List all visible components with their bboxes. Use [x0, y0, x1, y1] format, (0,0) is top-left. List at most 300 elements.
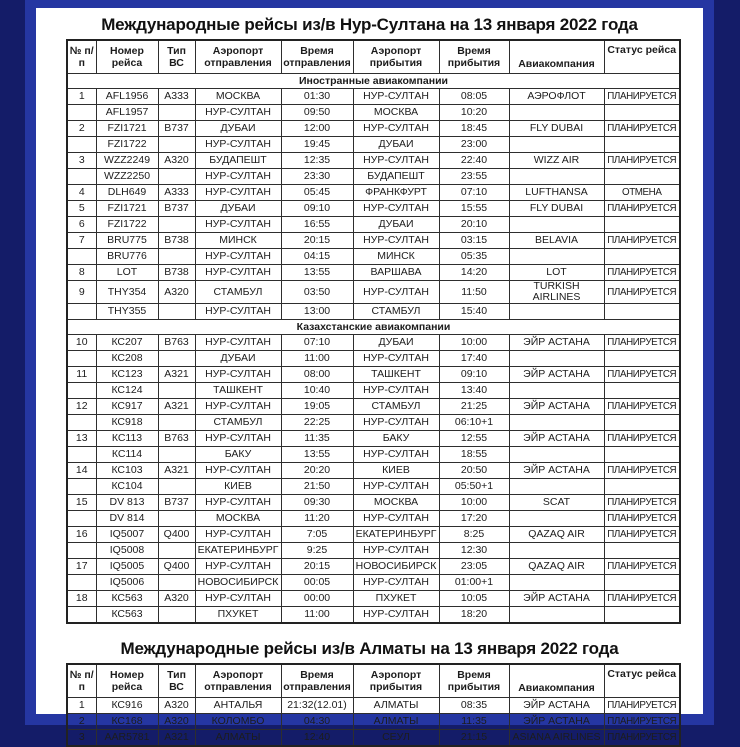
- cell-departure-time: 19:45: [281, 137, 353, 153]
- cell-flight-status: [604, 304, 680, 320]
- cell-arrival-airport: НУР-СУЛТАН: [353, 383, 439, 399]
- cell-aircraft-type: A320: [158, 591, 195, 607]
- cell-departure-airport: НУР-СУЛТАН: [195, 265, 281, 281]
- nursultan-table-title: Международные рейсы из/в Нур-Султана на 13 января 2022 года: [101, 15, 638, 34]
- cell-aircraft-type: [158, 479, 195, 495]
- cell-departure-airport: ЕКАТЕРИНБУРГ: [195, 543, 281, 559]
- nursultan-flights-block: [36, 15, 703, 624]
- cell-flight-status: [604, 137, 680, 153]
- flight-row: [67, 335, 680, 351]
- cell-flight-status: ПЛАНИРУЕТСЯ: [604, 367, 680, 383]
- cell-departure-airport: МИНСК: [195, 233, 281, 249]
- cell-flight-number: AFL1956: [96, 89, 158, 105]
- cell-arrival-time: 09:10: [439, 367, 509, 383]
- cell-row-number: [67, 575, 96, 591]
- cell-arrival-time: 11:50: [439, 281, 509, 304]
- cell-arrival-airport: БАКУ: [353, 431, 439, 447]
- flight-row: [67, 463, 680, 479]
- cell-departure-airport: НУР-СУЛТАН: [195, 137, 281, 153]
- flight-row: [67, 249, 680, 265]
- cell-aircraft-type: A321: [158, 463, 195, 479]
- cell-arrival-time: 22:40: [439, 153, 509, 169]
- cell-flight-number: FZI1722: [96, 137, 158, 153]
- cell-arrival-airport: НУР-СУЛТАН: [353, 89, 439, 105]
- cell-departure-airport: ТАШКЕНТ: [195, 383, 281, 399]
- cell-flight-status: [604, 217, 680, 233]
- flight-row: [67, 281, 680, 304]
- cell-aircraft-type: A320: [158, 281, 195, 304]
- cell-aircraft-type: Q400: [158, 527, 195, 543]
- column-header-flight-number: Номер рейса: [96, 40, 158, 74]
- cell-arrival-time: 11:35: [439, 714, 509, 730]
- cell-aircraft-type: [158, 575, 195, 591]
- cell-flight-status: ПЛАНИРУЕТСЯ: [604, 714, 680, 730]
- cell-aircraft-type: [158, 105, 195, 121]
- column-header-departure-time: Время отправления: [281, 664, 353, 698]
- cell-airline: LUFTHANSA: [509, 185, 604, 201]
- cell-row-number: 4: [67, 185, 96, 201]
- cell-arrival-airport: ФРАНКФУРТ: [353, 185, 439, 201]
- cell-arrival-time: 23:55: [439, 169, 509, 185]
- cell-aircraft-type: A333: [158, 185, 195, 201]
- cell-arrival-airport: НУР-СУЛТАН: [353, 351, 439, 367]
- cell-arrival-time: 20:10: [439, 217, 509, 233]
- cell-arrival-airport: ТАШКЕНТ: [353, 367, 439, 383]
- cell-arrival-time: 18:55: [439, 447, 509, 463]
- cell-arrival-airport: СТАМБУЛ: [353, 304, 439, 320]
- cell-departure-time: 08:00: [281, 367, 353, 383]
- cell-aircraft-type: [158, 137, 195, 153]
- cell-departure-airport: ДУБАИ: [195, 121, 281, 137]
- cell-airline: [509, 479, 604, 495]
- cell-arrival-time: 17:20: [439, 511, 509, 527]
- cell-departure-time: 13:00: [281, 304, 353, 320]
- cell-departure-time: 09:30: [281, 495, 353, 511]
- cell-arrival-airport: СЕУЛ: [353, 730, 439, 747]
- cell-row-number: [67, 383, 96, 399]
- flight-row: [67, 105, 680, 121]
- cell-flight-number: КС563: [96, 591, 158, 607]
- cell-departure-airport: АЛМАТЫ: [195, 730, 281, 747]
- cell-departure-airport: МОСКВА: [195, 511, 281, 527]
- cell-airline: ЭЙР АСТАНА: [509, 335, 604, 351]
- cell-airline: ЭЙР АСТАНА: [509, 714, 604, 730]
- cell-flight-status: ПЛАНИРУЕТСЯ: [604, 399, 680, 415]
- almaty-table-host: [66, 663, 703, 747]
- cell-airline: [509, 304, 604, 320]
- cell-aircraft-type: [158, 217, 195, 233]
- cell-aircraft-type: A333: [158, 89, 195, 105]
- cell-arrival-airport: ДУБАИ: [353, 217, 439, 233]
- cell-arrival-time: 10:00: [439, 335, 509, 351]
- cell-row-number: 5: [67, 201, 96, 217]
- flight-row: [67, 351, 680, 367]
- cell-arrival-time: 23:00: [439, 137, 509, 153]
- cell-flight-number: КС103: [96, 463, 158, 479]
- almaty-flights-block: [36, 639, 703, 747]
- cell-airline: ЭЙР АСТАНА: [509, 463, 604, 479]
- cell-flight-number: THY354: [96, 281, 158, 304]
- cell-flight-number: BRU776: [96, 249, 158, 265]
- cell-flight-number: BRU775: [96, 233, 158, 249]
- column-header-arrival-time: Время прибытия: [439, 664, 509, 698]
- cell-flight-number: КС104: [96, 479, 158, 495]
- cell-arrival-airport: МОСКВА: [353, 105, 439, 121]
- column-header-departure-time: Время отправления: [281, 40, 353, 74]
- cell-arrival-time: 10:00: [439, 495, 509, 511]
- cell-flight-number: КС114: [96, 447, 158, 463]
- flight-row: [67, 431, 680, 447]
- cell-flight-status: ПЛАНИРУЕТСЯ: [604, 281, 680, 304]
- cell-row-number: 2: [67, 714, 96, 730]
- cell-arrival-time: 07:10: [439, 185, 509, 201]
- cell-aircraft-type: [158, 383, 195, 399]
- cell-airline: [509, 607, 604, 624]
- cell-departure-time: 03:50: [281, 281, 353, 304]
- cell-flight-number: IQ5007: [96, 527, 158, 543]
- cell-departure-time: 07:10: [281, 335, 353, 351]
- cell-row-number: 8: [67, 265, 96, 281]
- cell-row-number: [67, 543, 96, 559]
- cell-aircraft-type: A320: [158, 153, 195, 169]
- section-label: Казахстанские авиакомпании: [67, 320, 680, 335]
- cell-row-number: 6: [67, 217, 96, 233]
- cell-airline: WIZZ AIR: [509, 153, 604, 169]
- cell-arrival-airport: СТАМБУЛ: [353, 399, 439, 415]
- flight-row: [67, 511, 680, 527]
- cell-arrival-airport: НУР-СУЛТАН: [353, 575, 439, 591]
- cell-flight-number: КС124: [96, 383, 158, 399]
- cell-departure-time: 12:00: [281, 121, 353, 137]
- cell-row-number: [67, 137, 96, 153]
- cell-departure-airport: КОЛОМБО: [195, 714, 281, 730]
- cell-departure-airport: НУР-СУЛТАН: [195, 591, 281, 607]
- cell-aircraft-type: B737: [158, 495, 195, 511]
- cell-departure-airport: НУР-СУЛТАН: [195, 169, 281, 185]
- document-page: [36, 8, 703, 743]
- cell-departure-time: 13:55: [281, 447, 353, 463]
- cell-departure-time: 11:00: [281, 607, 353, 624]
- column-header-airline: Авиакомпания: [509, 40, 604, 74]
- cell-departure-airport: НУР-СУЛТАН: [195, 249, 281, 265]
- cell-row-number: 1: [67, 698, 96, 714]
- cell-airline: АЭРОФЛОТ: [509, 89, 604, 105]
- cell-flight-number: LOT: [96, 265, 158, 281]
- cell-flight-number: DLH649: [96, 185, 158, 201]
- cell-departure-airport: НУР-СУЛТАН: [195, 304, 281, 320]
- section-row: [67, 74, 680, 89]
- cell-arrival-airport: НУР-СУЛТАН: [353, 233, 439, 249]
- cell-airline: ЭЙР АСТАНА: [509, 698, 604, 714]
- cell-flight-status: [604, 479, 680, 495]
- cell-aircraft-type: B763: [158, 335, 195, 351]
- almaty-table-title: Международные рейсы из/в Алматы на 13 января 2022 года: [120, 639, 619, 658]
- cell-aircraft-type: A321: [158, 730, 195, 747]
- cell-departure-airport: ДУБАИ: [195, 201, 281, 217]
- cell-departure-time: 16:55: [281, 217, 353, 233]
- flight-row: [67, 265, 680, 281]
- cell-departure-time: 19:05: [281, 399, 353, 415]
- cell-aircraft-type: [158, 447, 195, 463]
- column-header-arrival-airport: Аэропорт прибытия: [353, 664, 439, 698]
- cell-flight-status: ПЛАНИРУЕТСЯ: [604, 559, 680, 575]
- cell-arrival-time: 10:05: [439, 591, 509, 607]
- cell-flight-number: DV 813: [96, 495, 158, 511]
- cell-flight-status: [604, 607, 680, 624]
- cell-flight-status: ПЛАНИРУЕТСЯ: [604, 265, 680, 281]
- cell-airline: ЭЙР АСТАНА: [509, 399, 604, 415]
- cell-arrival-time: 23:05: [439, 559, 509, 575]
- flight-row: [67, 383, 680, 399]
- cell-flight-status: ПЛАНИРУЕТСЯ: [604, 121, 680, 137]
- cell-flight-status: [604, 169, 680, 185]
- cell-row-number: [67, 249, 96, 265]
- column-header-arrival-airport: Аэропорт прибытия: [353, 40, 439, 74]
- cell-departure-airport: ДУБАИ: [195, 351, 281, 367]
- cell-row-number: [67, 447, 96, 463]
- cell-airline: LOT: [509, 265, 604, 281]
- cell-arrival-airport: НУР-СУЛТАН: [353, 447, 439, 463]
- cell-arrival-airport: НУР-СУЛТАН: [353, 511, 439, 527]
- cell-airline: BELAVIA: [509, 233, 604, 249]
- cell-aircraft-type: [158, 304, 195, 320]
- cell-departure-time: 11:35: [281, 431, 353, 447]
- cell-flight-status: ПЛАНИРУЕТСЯ: [604, 730, 680, 747]
- flight-row: [67, 169, 680, 185]
- nursultan-table-host: [66, 39, 703, 624]
- cell-departure-airport: НУР-СУЛТАН: [195, 367, 281, 383]
- cell-row-number: 1: [67, 89, 96, 105]
- column-header-airline: Авиакомпания: [509, 664, 604, 698]
- cell-departure-time: 12:35: [281, 153, 353, 169]
- cell-aircraft-type: [158, 169, 195, 185]
- cell-aircraft-type: B737: [158, 121, 195, 137]
- cell-departure-time: 22:25: [281, 415, 353, 431]
- cell-row-number: [67, 169, 96, 185]
- cell-departure-airport: НУР-СУЛТАН: [195, 335, 281, 351]
- cell-flight-number: AAR5781: [96, 730, 158, 747]
- cell-aircraft-type: A320: [158, 714, 195, 730]
- cell-arrival-airport: БУДАПЕШТ: [353, 169, 439, 185]
- flight-row: [67, 698, 680, 714]
- flight-row: [67, 137, 680, 153]
- cell-arrival-time: 10:20: [439, 105, 509, 121]
- cell-flight-number: DV 814: [96, 511, 158, 527]
- cell-flight-status: ПЛАНИРУЕТСЯ: [604, 698, 680, 714]
- flight-row: [67, 304, 680, 320]
- cell-row-number: 14: [67, 463, 96, 479]
- section-label: Иностранные авиакомпании: [67, 74, 680, 89]
- cell-arrival-time: 06:10+1: [439, 415, 509, 431]
- cell-departure-time: 20:15: [281, 233, 353, 249]
- cell-flight-status: ПЛАНИРУЕТСЯ: [604, 89, 680, 105]
- column-header-arrival-time: Время прибытия: [439, 40, 509, 74]
- cell-arrival-time: 08:05: [439, 89, 509, 105]
- flight-row: [67, 559, 680, 575]
- cell-arrival-time: 17:40: [439, 351, 509, 367]
- cell-aircraft-type: [158, 351, 195, 367]
- cell-flight-status: [604, 351, 680, 367]
- cell-flight-status: ПЛАНИРУЕТСЯ: [604, 591, 680, 607]
- cell-departure-airport: БУДАПЕШТ: [195, 153, 281, 169]
- cell-aircraft-type: A321: [158, 367, 195, 383]
- cell-flight-status: [604, 249, 680, 265]
- cell-arrival-airport: НУР-СУЛТАН: [353, 607, 439, 624]
- cell-arrival-airport: МОСКВА: [353, 495, 439, 511]
- cell-arrival-time: 05:50+1: [439, 479, 509, 495]
- cell-airline: FLY DUBAI: [509, 121, 604, 137]
- cell-row-number: 17: [67, 559, 96, 575]
- cell-departure-airport: КИЕВ: [195, 479, 281, 495]
- cell-flight-status: ПЛАНИРУЕТСЯ: [604, 431, 680, 447]
- cell-flight-number: THY355: [96, 304, 158, 320]
- cell-departure-airport: НУР-СУЛТАН: [195, 185, 281, 201]
- cell-airline: [509, 217, 604, 233]
- cell-row-number: 10: [67, 335, 96, 351]
- cell-airline: [509, 415, 604, 431]
- cell-departure-time: 20:15: [281, 559, 353, 575]
- cell-flight-status: ОТМЕНА: [604, 185, 680, 201]
- cell-airline: [509, 351, 604, 367]
- cell-arrival-airport: ВАРШАВА: [353, 265, 439, 281]
- cell-flight-number: WZZ2249: [96, 153, 158, 169]
- cell-airline: ASIANA AIRLINES: [509, 730, 604, 747]
- column-header-row-number: № п/п: [67, 664, 96, 698]
- flight-row: [67, 217, 680, 233]
- cell-arrival-time: 12:30: [439, 543, 509, 559]
- cell-row-number: 2: [67, 121, 96, 137]
- cell-departure-airport: НОВОСИБИРСК: [195, 575, 281, 591]
- flight-row: [67, 447, 680, 463]
- flight-row: [67, 153, 680, 169]
- cell-departure-time: 9:25: [281, 543, 353, 559]
- cell-arrival-airport: ДУБАИ: [353, 137, 439, 153]
- flight-row: [67, 714, 680, 730]
- cell-aircraft-type: B738: [158, 233, 195, 249]
- cell-arrival-time: 8:25: [439, 527, 509, 543]
- cell-departure-time: 09:50: [281, 105, 353, 121]
- cell-departure-time: 10:40: [281, 383, 353, 399]
- cell-arrival-time: 15:40: [439, 304, 509, 320]
- cell-flight-status: [604, 415, 680, 431]
- cell-row-number: [67, 415, 96, 431]
- cell-row-number: 9: [67, 281, 96, 304]
- cell-flight-status: ПЛАНИРУЕТСЯ: [604, 511, 680, 527]
- cell-departure-airport: МОСКВА: [195, 89, 281, 105]
- cell-arrival-airport: ПХУКЕТ: [353, 591, 439, 607]
- cell-departure-airport: НУР-СУЛТАН: [195, 527, 281, 543]
- cell-flight-status: ПЛАНИРУЕТСЯ: [604, 335, 680, 351]
- flight-row: [67, 367, 680, 383]
- flight-row: [67, 89, 680, 105]
- cell-flight-number: IQ5006: [96, 575, 158, 591]
- cell-row-number: [67, 351, 96, 367]
- flight-schedule-table: [66, 39, 681, 624]
- cell-airline: ЭЙР АСТАНА: [509, 591, 604, 607]
- cell-departure-airport: СТАМБУЛ: [195, 281, 281, 304]
- cell-row-number: [67, 511, 96, 527]
- cell-arrival-time: 18:20: [439, 607, 509, 624]
- cell-flight-number: КС918: [96, 415, 158, 431]
- cell-flight-number: КС113: [96, 431, 158, 447]
- cell-row-number: 3: [67, 730, 96, 747]
- cell-airline: SCAT: [509, 495, 604, 511]
- cell-row-number: [67, 607, 96, 624]
- cell-arrival-airport: ДУБАИ: [353, 335, 439, 351]
- flight-row: [67, 479, 680, 495]
- column-header-row-number: № п/п: [67, 40, 96, 74]
- cell-departure-airport: НУР-СУЛТАН: [195, 399, 281, 415]
- cell-departure-time: 21:32(12.01): [281, 698, 353, 714]
- cell-flight-status: ПЛАНИРУЕТСЯ: [604, 233, 680, 249]
- header-row: [67, 40, 680, 74]
- cell-airline: ЭЙР АСТАНА: [509, 367, 604, 383]
- cell-departure-time: 12:40: [281, 730, 353, 747]
- cell-arrival-time: 01:00+1: [439, 575, 509, 591]
- cell-departure-airport: АНТАЛЬЯ: [195, 698, 281, 714]
- cell-airline: [509, 447, 604, 463]
- cell-departure-airport: БАКУ: [195, 447, 281, 463]
- cell-airline: FLY DUBAI: [509, 201, 604, 217]
- cell-flight-number: КС207: [96, 335, 158, 351]
- cell-row-number: 7: [67, 233, 96, 249]
- cell-aircraft-type: A320: [158, 698, 195, 714]
- cell-aircraft-type: Q400: [158, 559, 195, 575]
- cell-flight-status: [604, 383, 680, 399]
- cell-airline: QAZAQ AIR: [509, 559, 604, 575]
- cell-arrival-airport: НОВОСИБИРСК: [353, 559, 439, 575]
- cell-departure-time: 01:30: [281, 89, 353, 105]
- section-row: [67, 320, 680, 335]
- cell-aircraft-type: B738: [158, 265, 195, 281]
- cell-departure-time: 00:05: [281, 575, 353, 591]
- cell-departure-airport: НУР-СУЛТАН: [195, 431, 281, 447]
- cell-departure-time: 09:10: [281, 201, 353, 217]
- cell-flight-number: КС208: [96, 351, 158, 367]
- cell-departure-time: 05:45: [281, 185, 353, 201]
- cell-arrival-time: 21:25: [439, 399, 509, 415]
- cell-arrival-airport: ЕКАТЕРИНБУРГ: [353, 527, 439, 543]
- cell-flight-status: ПЛАНИРУЕТСЯ: [604, 153, 680, 169]
- cell-arrival-time: 13:40: [439, 383, 509, 399]
- cell-row-number: [67, 304, 96, 320]
- flight-row: [67, 185, 680, 201]
- cell-flight-status: ПЛАНИРУЕТСЯ: [604, 463, 680, 479]
- flight-row: [67, 607, 680, 624]
- cell-row-number: 3: [67, 153, 96, 169]
- cell-airline: [509, 543, 604, 559]
- cell-airline: [509, 511, 604, 527]
- cell-departure-airport: НУР-СУЛТАН: [195, 559, 281, 575]
- flight-row: [67, 233, 680, 249]
- cell-departure-airport: СТАМБУЛ: [195, 415, 281, 431]
- cell-airline: [509, 169, 604, 185]
- cell-arrival-airport: НУР-СУЛТАН: [353, 479, 439, 495]
- header-row: [67, 664, 680, 698]
- cell-departure-time: 04:15: [281, 249, 353, 265]
- column-header-departure-airport: Аэропорт отправления: [195, 664, 281, 698]
- cell-flight-status: [604, 447, 680, 463]
- column-header-flight-status: Статус рейса: [604, 40, 680, 74]
- cell-departure-time: 11:20: [281, 511, 353, 527]
- column-header-aircraft-type: Тип ВС: [158, 664, 195, 698]
- cell-flight-number: AFL1957: [96, 105, 158, 121]
- cell-flight-status: ПЛАНИРУЕТСЯ: [604, 495, 680, 511]
- cell-arrival-time: 14:20: [439, 265, 509, 281]
- column-header-flight-number: Номер рейса: [96, 664, 158, 698]
- cell-arrival-time: 03:15: [439, 233, 509, 249]
- cell-aircraft-type: B763: [158, 431, 195, 447]
